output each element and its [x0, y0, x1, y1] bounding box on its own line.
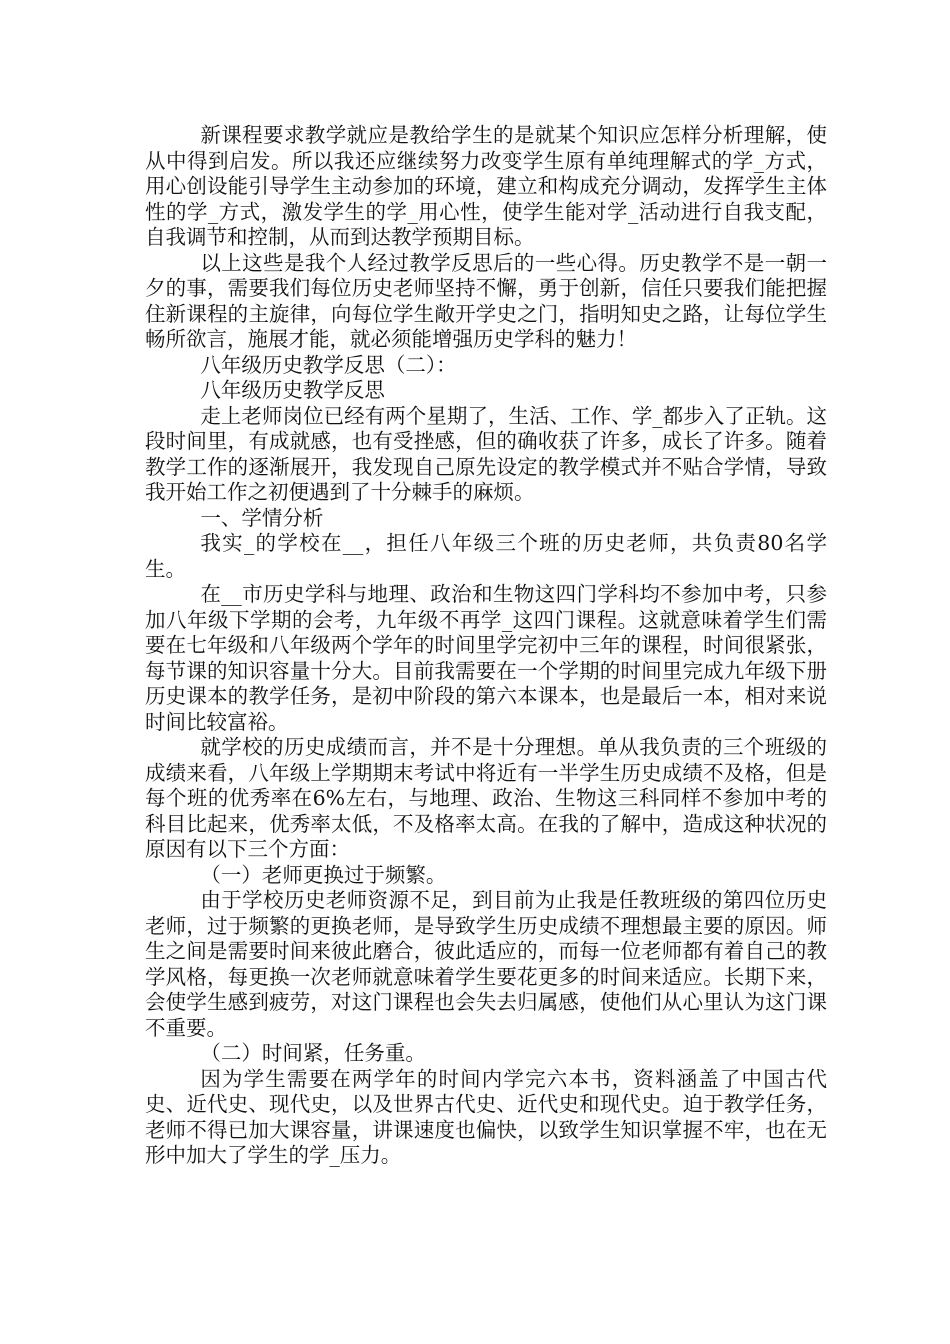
document-page	[145, 123, 827, 1169]
section-title-reflection: 八年级历史教学反思	[200, 378, 385, 402]
heading-time-pressure: （二）时间紧，任务重。	[200, 1041, 426, 1065]
paragraph-grade-performance: 就学校的历史成绩而言，并不是十分理想。单从我负责的三个班级的成绩来看，八年级上学期期末考试中将近有一半学生历史成绩不及格，但是每个班的优秀率在6%左右，与地理、政治、生物这三科同样不参加中考的科目比起来，优秀率太低，不及格率太高。在我的了解中，造成这种状况的原因有以下三个方面：	[145, 735, 827, 861]
paragraph-school-info: 我实_的学校在__，担任八年级三个班的历史老师，共负责80名学生。	[145, 531, 827, 581]
paragraph-curriculum-schedule: 在__市历史学科与地理、政治和生物这四门学科均不参加中考，只参加八年级下学期的会考，九年级不再学_这四门课程。这就意味着学生们需要在七年级和八年级两个学年的时间里学完初中三年的课程，时间很紧张，每节课的知识容量十分大。目前我需要在一个学期的时间里完成九年级下册历史课本的教学任务，是初中阶段的第六本课本，也是最后一本，相对来说时间比较富裕。	[145, 582, 827, 734]
heading-learning-analysis: 一、学情分析	[200, 505, 324, 530]
paragraph-reflection-summary: 以上这些是我个人经过教学反思后的一些心得。历史教学不是一朝一夕的事，需要我们每位历史老师坚持不懈，勇于创新，信任只要我们能把握住新课程的主旋律，向每位学生敞开学史之门，指明知史之路，让每位学生畅所欲言，施展才能，就必须能增强历史学科的魅力！	[145, 250, 827, 351]
paragraph-curriculum-requirements: 新课程要求教学就应是教给学生的是就某个知识应怎样分析理解，使从中得到启发。所以我还应继续努力改变学生原有单纯理解式的学_方式，用心创设能引导学生主动参加的环境，建立和构成充分调动，发挥学生主体性的学_方式，激发学生的学_用心性，使学生能对学_活动进行自我支配，自我调节和控制，从而到达教学预期目标。	[145, 123, 827, 249]
section-heading-reflection-two: 八年级历史教学反思（二）：	[200, 352, 457, 377]
paragraph-introduction: 走上老师岗位已经有两个星期了，生活、工作、学_都步入了正轨。这段时间里，有成就感，也有受挫感，但的确收获了许多，成长了许多。随着教学工作的逐渐展开，我发现自己原先设定的教学模式并不贴合学情，导致我开始工作之初便遇到了十分棘手的麻烦。	[145, 403, 827, 504]
paragraph-teacher-turnover: 由于学校历史老师资源不足，到目前为止我是任教班级的第四位历史老师，过于频繁的更换老师，是导致学生历史成绩不理想最主要的原因。师生之间是需要时间来彼此磨合，彼此适应的，而每一位老师都有着自己的教学风格，每更换一次老师就意味着学生要花更多的时间来适应。长期下来，会使学生感到疲劳，对这门课程也会失去归属感，使他们从心里认为这门课不重要。	[145, 888, 827, 1040]
paragraph-time-pressure: 因为学生需要在两学年的时间内学完六本书，资料涵盖了中国古代史、近代史、现代史，以及世界古代史、近代史和现代史。迫于教学任务，老师不得已加大课容量，讲课速度也偏快，以致学生知识掌握不牢，也在无形中加大了学生的学_压力。	[145, 1066, 827, 1167]
heading-teacher-turnover: （一）老师更换过于频繁。	[200, 862, 447, 887]
